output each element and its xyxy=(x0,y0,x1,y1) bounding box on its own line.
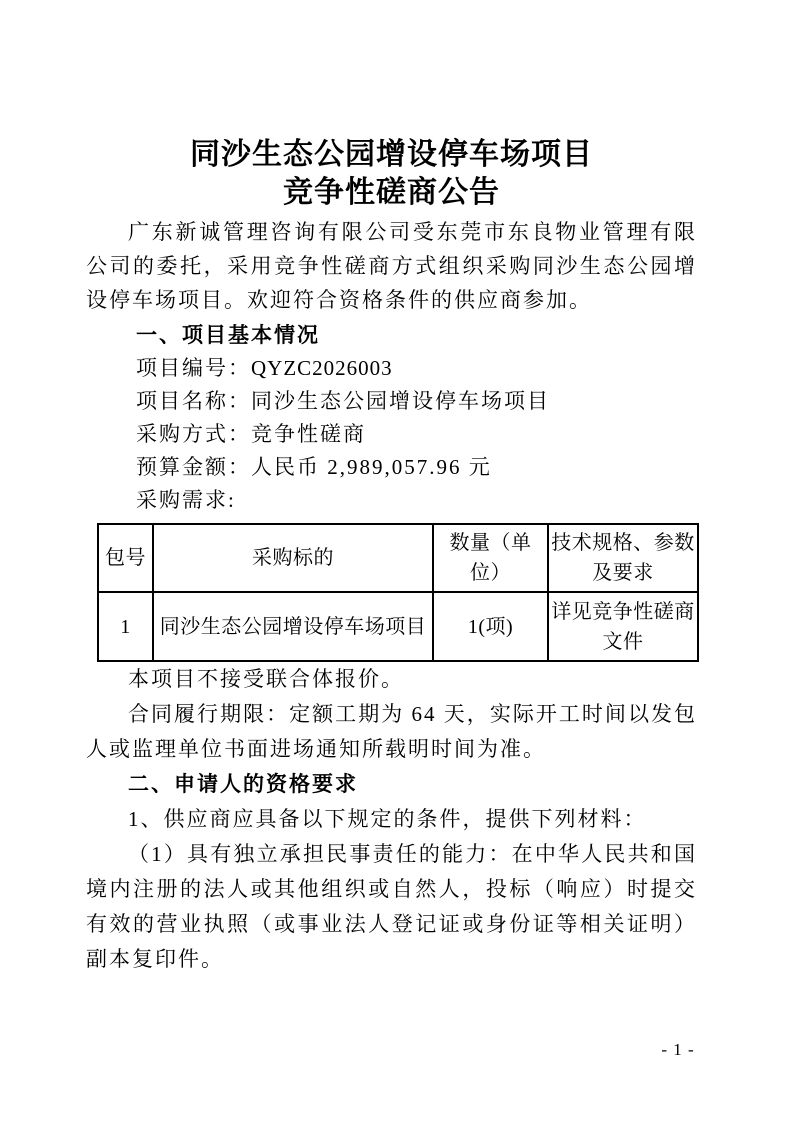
field-project-number-value: QYZC2026003 xyxy=(251,356,393,380)
field-budget-amount xyxy=(86,451,697,484)
cell-spec: 详见竞争性磋商文件 xyxy=(548,592,698,661)
field-project-number-label: 项目编号： xyxy=(136,356,251,380)
procurement-table xyxy=(97,523,699,662)
contract-period-paragraph: 合同履行期限：定额工期为 64 天，实际开工时间以发包人或监理单位书面进场通知所载明时间为准。 xyxy=(86,702,697,761)
doc-title-line2: 竞争性磋商公告 xyxy=(283,176,500,209)
cell-quantity: 1(项) xyxy=(433,592,548,661)
cell-subject: 同沙生态公园增设停车场项目 xyxy=(153,592,433,661)
field-procurement-method xyxy=(86,418,697,451)
table-header-quantity: 数量（单位） xyxy=(433,524,548,592)
supplier-conditions-paragraph: 1、供应商应具备以下规定的条件，提供下列材料： xyxy=(128,807,647,831)
section1-heading: 一、项目基本情况 xyxy=(136,323,320,347)
no-consortium-paragraph: 本项目不接受联合体报价。 xyxy=(128,667,404,691)
document-content xyxy=(86,0,697,977)
field-procurement-method-label: 采购方式： xyxy=(136,422,251,446)
table-header-spec: 技术规格、参数及要求 xyxy=(548,524,698,592)
table-header-package-no: 包号 xyxy=(98,524,153,592)
table-header-subject: 采购标的 xyxy=(153,524,433,592)
table-header-row xyxy=(98,524,698,592)
field-budget-amount-label: 预算金额： xyxy=(136,455,251,479)
field-project-name-label: 项目名称： xyxy=(136,389,251,413)
field-project-name-value: 同沙生态公园增设停车场项目 xyxy=(251,389,550,413)
table-row xyxy=(98,592,698,661)
section2-heading: 二、申请人的资格要求 xyxy=(128,772,358,796)
cell-package-no: 1 xyxy=(98,592,153,661)
demand-label: 采购需求: xyxy=(136,488,236,512)
field-project-name xyxy=(86,385,697,418)
field-procurement-method-value: 竞争性磋商 xyxy=(251,422,366,446)
civil-liability-paragraph: （1）具有独立承担民事责任的能力：在中华人民共和国境内注册的法人或其他组织或自然人，投标（响应）时提交有效的营业执照（或事业法人登记证或身份证等相关证明）副本复印件。 xyxy=(86,842,697,971)
intro-paragraph: 广东新诚管理咨询有限公司受东莞市东良物业管理有限公司的委托，采用竞争性磋商方式组织采购同沙生态公园增设停车场项目。欢迎符合资格条件的供应商参加。 xyxy=(86,220,697,312)
doc-title-line1: 同沙生态公园增设停车场项目 xyxy=(190,138,593,171)
page-number: - 1 - xyxy=(661,1040,695,1059)
field-project-number xyxy=(86,352,697,385)
field-budget-amount-value: 人民币 2,989,057.96 元 xyxy=(251,455,492,479)
